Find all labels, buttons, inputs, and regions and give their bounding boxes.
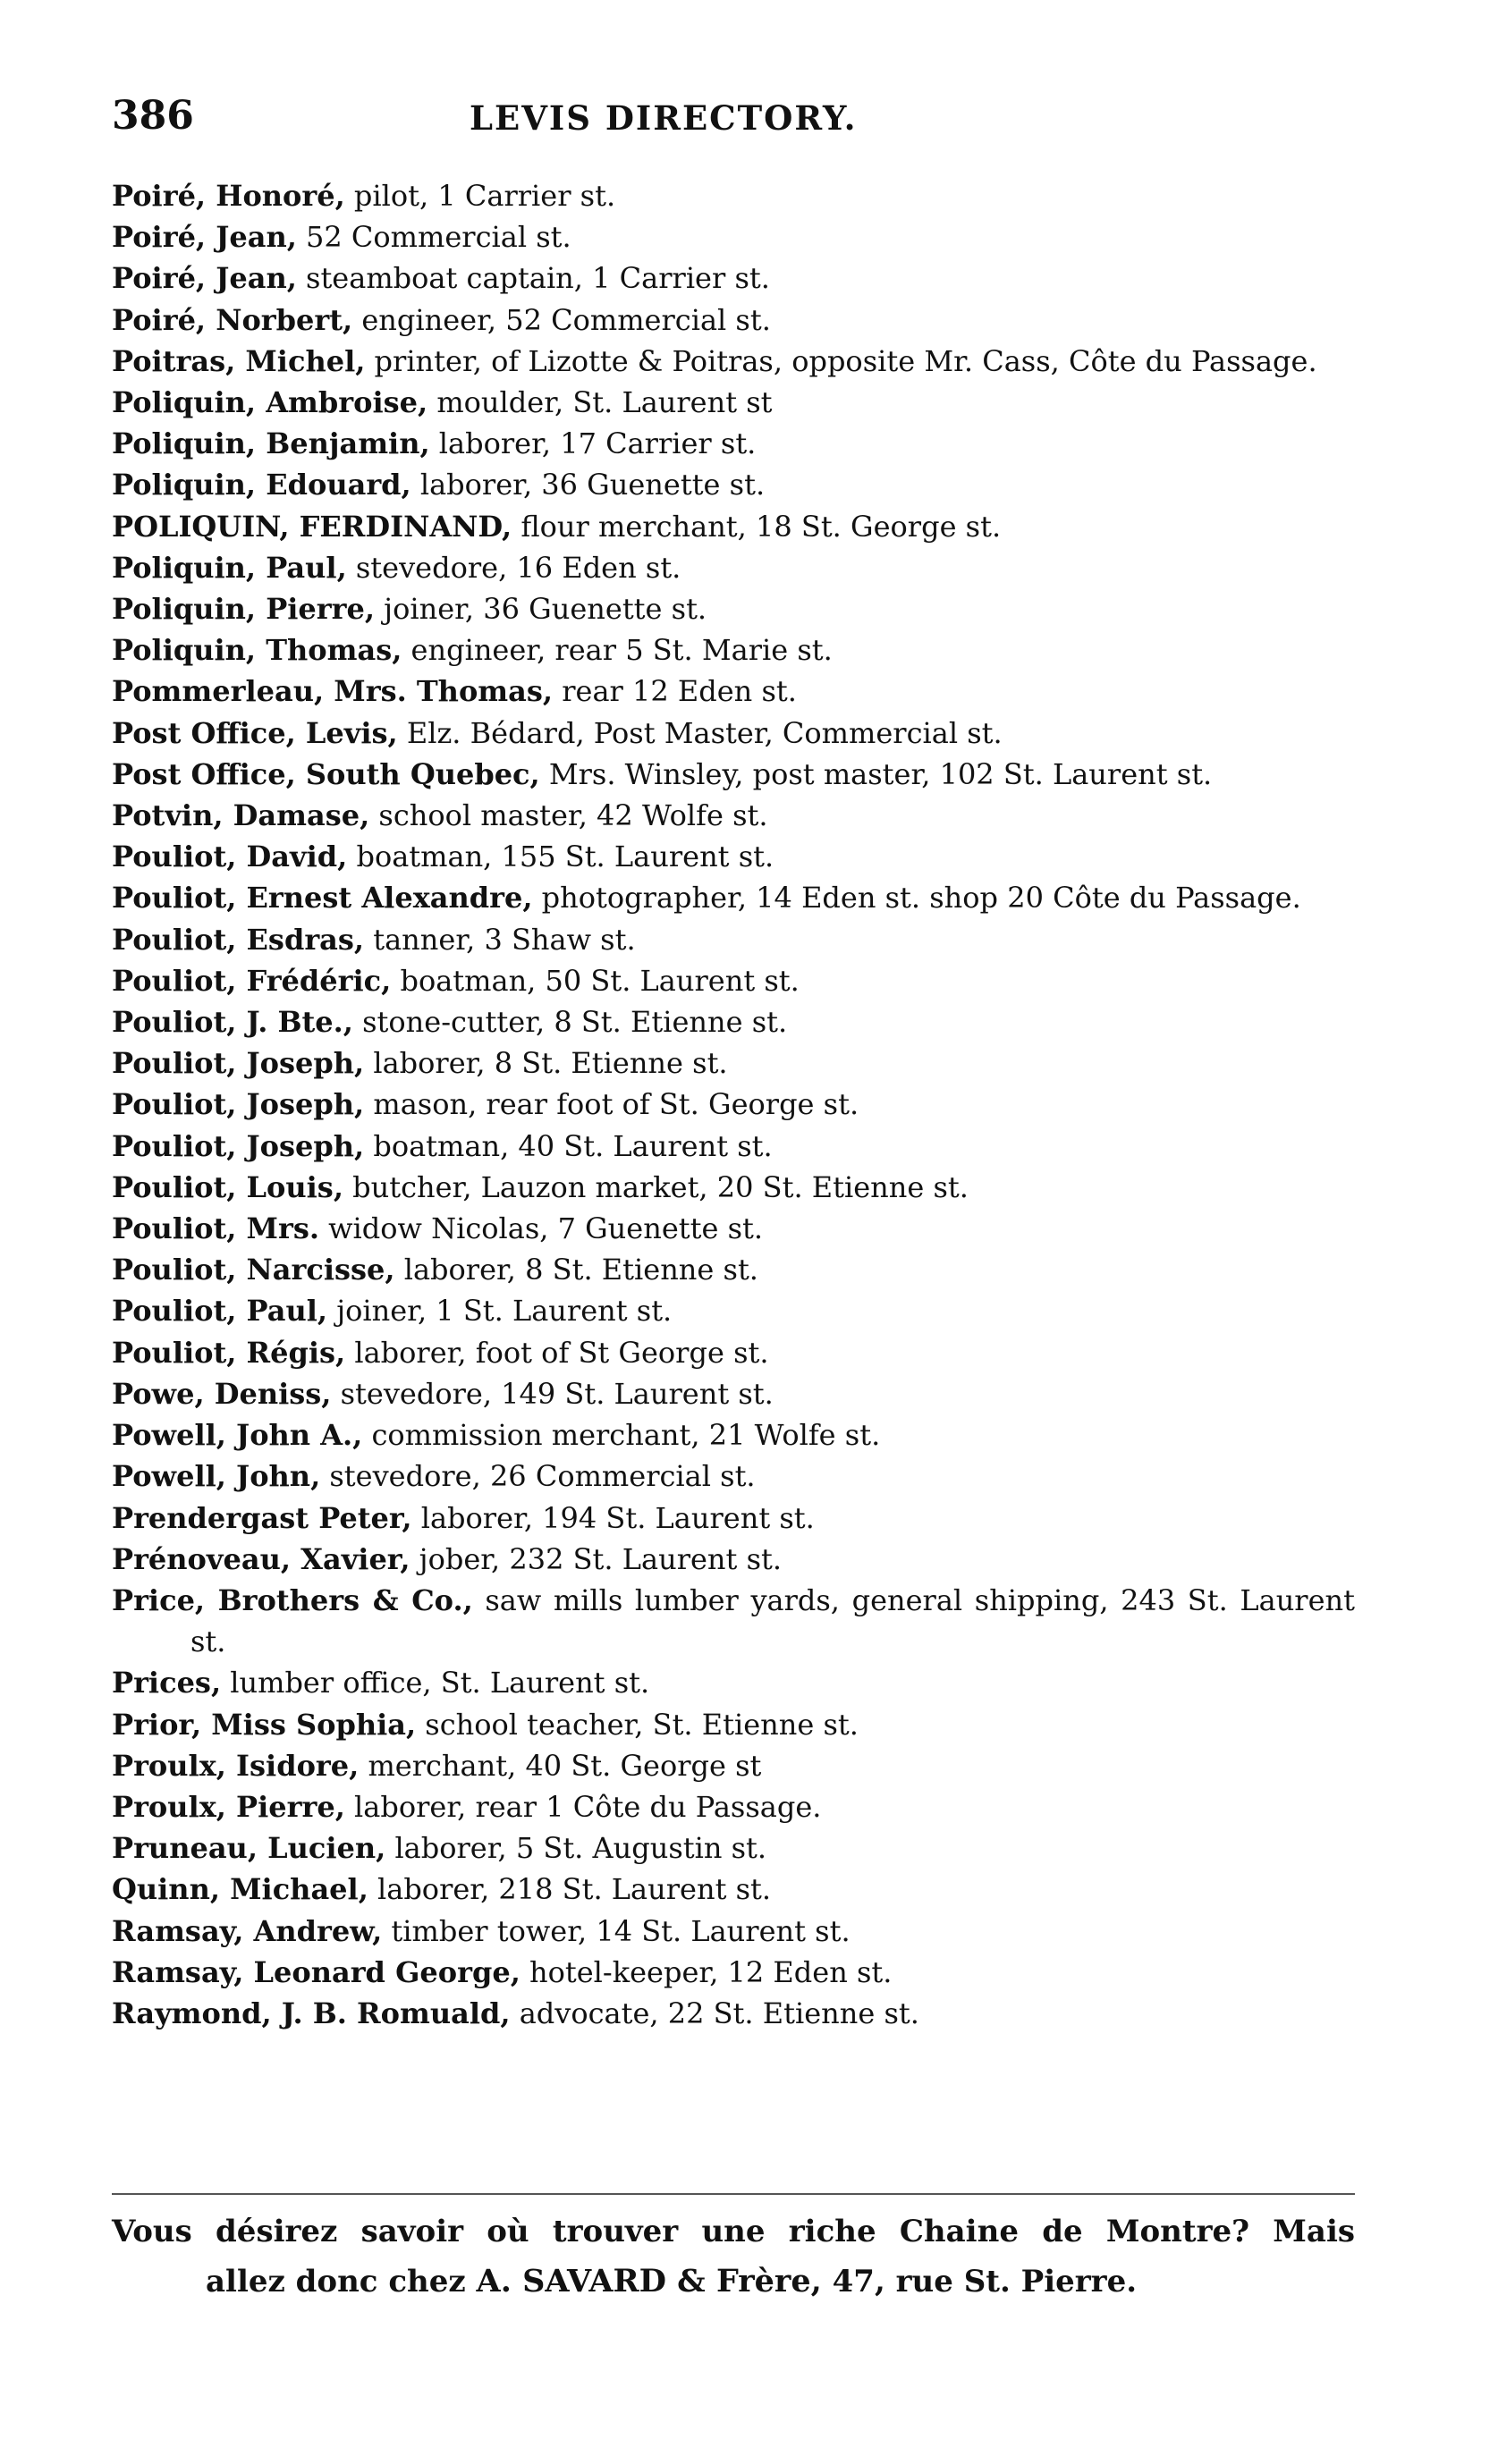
directory-entry <box>112 960 1355 1001</box>
entry-details: joiner, 36 Guenette st. <box>375 592 707 627</box>
directory-entry <box>112 547 1355 588</box>
advert-line-1: Vous désirez savoir où trouver une riche Chaine de Montre? Mais <box>112 2214 1355 2249</box>
entry-details: pilot, 1 Carrier st. <box>344 179 616 213</box>
entry-name: Pouliot, Louis, <box>112 1169 343 1204</box>
entry-name: Proulx, Pierre, <box>112 1789 345 1824</box>
directory-entry <box>112 1332 1355 1373</box>
entry-name: Ramsay, Leonard George, <box>112 1954 520 1989</box>
entry-details: boatman, 50 St. Laurent st. <box>391 963 800 998</box>
entry-name: Pouliot, J. Bte., <box>112 1005 353 1040</box>
entry-name: Ramsay, Andrew, <box>112 1913 383 1948</box>
directory-entry <box>112 1290 1355 1331</box>
entry-details: commission merchant, 21 Wolfe st. <box>362 1418 881 1453</box>
directory-entry <box>112 341 1355 382</box>
entry-details: stevedore, 149 St. Laurent st. <box>331 1376 774 1411</box>
directory-entry <box>112 1869 1355 1910</box>
entry-details: joiner, 1 St. Laurent st. <box>327 1294 673 1329</box>
directory-entry <box>112 216 1355 257</box>
advertisement <box>112 2207 1355 2307</box>
entry-details: Elz. Bédard, Post Master, Commercial st. <box>397 715 1003 750</box>
directory-entry <box>112 1167 1355 1208</box>
entry-name: Prendergast Peter, <box>112 1500 412 1535</box>
entry-details: steamboat captain, 1 Carrier st. <box>296 261 770 296</box>
entry-details: saw mills lumber yards, general shipping, 243 St. Laurent st. <box>190 1582 1356 1659</box>
entry-details: laborer, 8 St. Etienne st. <box>364 1046 728 1081</box>
entry-name: Pouliot, Frédéric, <box>112 963 392 998</box>
directory-entry <box>112 1084 1355 1125</box>
directory-entry <box>112 1373 1355 1414</box>
entry-details: timber tower, 14 St. Laurent st. <box>382 1913 851 1948</box>
entry-name: Poliquin, Pierre, <box>112 592 375 627</box>
directory-entry <box>112 671 1355 712</box>
entry-name: Pouliot, Joseph, <box>112 1046 365 1081</box>
directory-entry <box>112 1042 1355 1084</box>
directory-entry <box>112 1704 1355 1745</box>
directory-entry <box>112 754 1355 795</box>
entry-name: Quinn, Michael, <box>112 1872 368 1907</box>
entry-details: 52 Commercial st. <box>296 220 571 255</box>
entry-name: Pouliot, Esdras, <box>112 922 365 957</box>
directory-entry <box>112 1952 1355 1993</box>
directory-entry <box>112 836 1355 877</box>
entry-details: moulder, St. Laurent st <box>427 385 773 420</box>
entry-details: flour merchant, 18 St. George st. <box>512 509 1002 544</box>
entry-details: school master, 42 Wolfe st. <box>369 798 768 833</box>
entry-name: Prior, Miss Sophia, <box>112 1707 417 1742</box>
directory-entry <box>112 1249 1355 1290</box>
entry-details: jober, 232 St. Laurent st. <box>410 1541 783 1576</box>
entry-name: Prices, <box>112 1666 222 1700</box>
advert-line-2-before: allez donc chez <box>206 2264 477 2299</box>
entry-name: Raymond, J. B. Romuald, <box>112 1996 511 2030</box>
entry-name: Price, Brothers & Co., <box>112 1582 473 1617</box>
divider-rule <box>112 2193 1355 2195</box>
directory-entry <box>112 1414 1355 1456</box>
directory-entry <box>112 257 1355 299</box>
directory-entry <box>112 1993 1355 2034</box>
entry-details: engineer, 52 Commercial st. <box>352 302 771 337</box>
page-header <box>112 89 1355 161</box>
entry-name: Post Office, South Quebec, <box>112 756 540 791</box>
entry-name: Powell, John, <box>112 1459 321 1494</box>
directory-entry <box>112 1580 1355 1662</box>
entry-details: tanner, 3 Shaw st. <box>364 922 636 957</box>
entry-name: Poiré, Jean, <box>112 220 297 255</box>
directory-entry <box>112 1208 1355 1249</box>
entry-name: Prénoveau, Xavier, <box>112 1541 410 1576</box>
directory-entry <box>112 629 1355 671</box>
entry-name: Pruneau, Lucien, <box>112 1831 386 1866</box>
entry-name: Poiré, Norbert, <box>112 302 353 337</box>
entry-details: stevedore, 26 Commercial st. <box>320 1459 756 1494</box>
advert-line-2-after: 47, rue St. Pierre. <box>821 2264 1138 2299</box>
entry-name: Poliquin, Benjamin, <box>112 426 430 461</box>
entry-name: Proulx, Isidore, <box>112 1748 360 1783</box>
entry-name: Pouliot, David, <box>112 840 348 874</box>
directory-entry <box>112 877 1355 918</box>
entry-name: Pouliot, Mrs. <box>112 1211 319 1246</box>
entry-details: butcher, Lauzon market, 20 St. Etienne st. <box>343 1169 969 1204</box>
directory-entry <box>112 1498 1355 1539</box>
directory-entry <box>112 1827 1355 1869</box>
entry-details: laborer, 36 Guenette st. <box>410 468 766 502</box>
entry-name: Poliquin, Paul, <box>112 550 347 585</box>
directory-entry <box>112 175 1355 216</box>
directory-entry <box>112 1786 1355 1827</box>
entry-details: rear 12 Eden st. <box>553 674 797 709</box>
directory-entry <box>112 506 1355 547</box>
directory-entry <box>112 423 1355 464</box>
directory-entry <box>112 1001 1355 1042</box>
directory-entry <box>112 588 1355 629</box>
entry-details: widow Nicolas, 7 Guenette st. <box>318 1211 764 1246</box>
directory-entry <box>112 1539 1355 1580</box>
directory-entry <box>112 795 1355 836</box>
entry-details: boatman, 155 St. Laurent st. <box>347 840 774 874</box>
directory-entry <box>112 1456 1355 1497</box>
entry-name: Pouliot, Joseph, <box>112 1128 365 1163</box>
entry-details: laborer, 17 Carrier st. <box>429 426 757 461</box>
entry-details: merchant, 40 St. George st <box>359 1748 762 1783</box>
entry-details: laborer, 8 St. Etienne st. <box>394 1253 758 1287</box>
entry-details: engineer, rear 5 St. Marie st. <box>402 633 833 668</box>
entry-name: Pouliot, Ernest Alexandre, <box>112 881 533 916</box>
entry-details: boatman, 40 St. Laurent st. <box>364 1128 773 1163</box>
entry-details: printer, of Lizotte & Poitras, opposite Mr. Cass, Côte du Passage. <box>365 343 1317 378</box>
entry-name: Post Office, Levis, <box>112 715 398 750</box>
entry-details: stone-cutter, 8 St. Etienne st. <box>352 1005 788 1040</box>
entry-name: Poiré, Jean, <box>112 261 297 296</box>
entry-name: Powe, Deniss, <box>112 1376 332 1411</box>
entry-details: photographer, 14 Eden st. shop 20 Côte du Passage. <box>532 881 1301 916</box>
directory-entry <box>112 464 1355 505</box>
entry-details: mason, rear foot of St. George st. <box>364 1087 859 1122</box>
advert-shop-name: A. SAVARD & Frère, <box>476 2263 822 2299</box>
entry-name: Pommerleau, Mrs. Thomas, <box>112 674 554 709</box>
directory-entry <box>112 1126 1355 1167</box>
entry-details: laborer, foot of St George st. <box>345 1335 769 1370</box>
entry-details: stevedore, 16 Eden st. <box>346 550 681 585</box>
entry-name: Pouliot, Narcisse, <box>112 1253 395 1287</box>
entry-name: Poitras, Michel, <box>112 343 366 378</box>
entry-name: Pouliot, Paul, <box>112 1294 328 1329</box>
entry-name: Pouliot, Régis, <box>112 1335 346 1370</box>
directory-entry <box>112 300 1355 341</box>
entry-details: hotel-keeper, 12 Eden st. <box>520 1954 893 1989</box>
directory-entry <box>112 713 1355 754</box>
entry-name: Poliquin, Thomas, <box>112 633 402 668</box>
running-title: LEVIS DIRECTORY. <box>470 98 858 138</box>
entry-name: Poliquin, Edouard, <box>112 468 411 502</box>
entry-details: Mrs. Winsley, post master, 102 St. Laurent st. <box>539 756 1213 791</box>
entry-details: laborer, rear 1 Côte du Passage. <box>344 1789 822 1824</box>
entry-details: lumber office, St. Laurent st. <box>221 1666 650 1700</box>
entry-details: laborer, 5 St. Augustin st. <box>385 1831 767 1866</box>
page-number: 386 <box>112 93 194 139</box>
directory-entry <box>112 1662 1355 1703</box>
entry-name: Potvin, Damase, <box>112 798 370 833</box>
entry-name: Pouliot, Joseph, <box>112 1087 365 1122</box>
entry-name: POLIQUIN, FERDINAND, <box>112 509 512 544</box>
entry-details: laborer, 218 St. Laurent st. <box>368 1872 772 1907</box>
entry-name: Poliquin, Ambroise, <box>112 385 428 420</box>
entry-name: Poiré, Honoré, <box>112 179 345 213</box>
directory-entries <box>112 175 1355 2034</box>
directory-entry <box>112 919 1355 960</box>
directory-entry <box>112 1911 1355 1952</box>
directory-entry <box>112 382 1355 423</box>
entry-name: Powell, John A., <box>112 1418 363 1453</box>
entry-details: laborer, 194 St. Laurent st. <box>411 1500 815 1535</box>
entry-details: advocate, 22 St. Etienne st. <box>510 1996 919 2030</box>
advert-line-2 <box>112 2257 1355 2307</box>
directory-entry <box>112 1745 1355 1786</box>
entry-details: school teacher, St. Etienne st. <box>416 1707 859 1742</box>
